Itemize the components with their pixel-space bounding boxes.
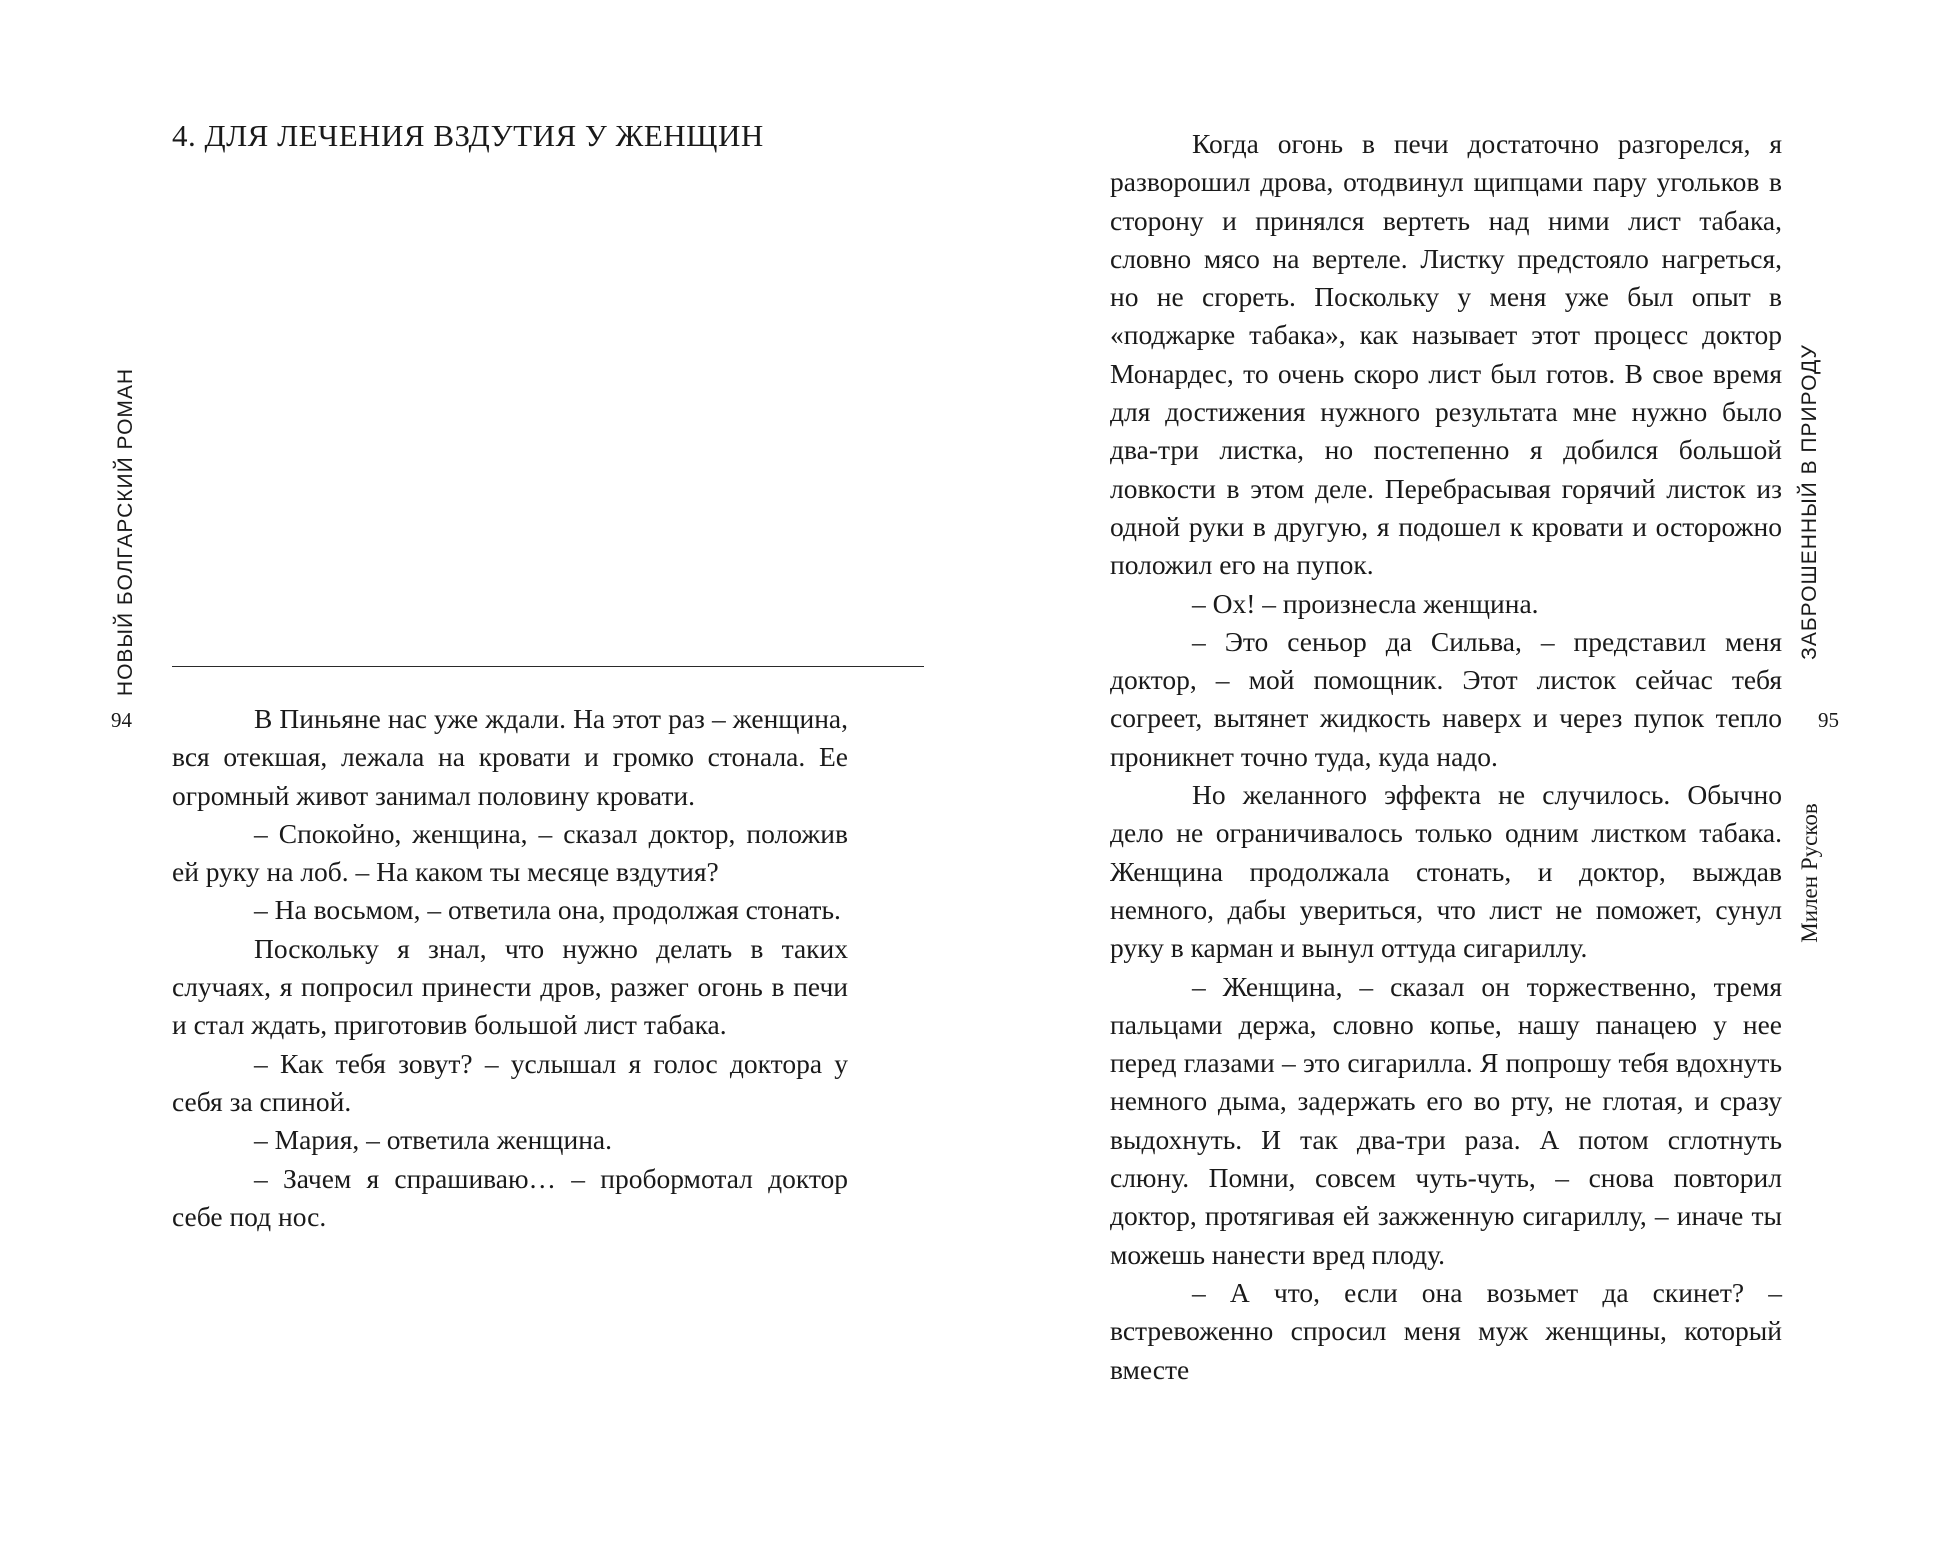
paragraph: – А что, если она возьмет да скинет? – встревоженно спросил меня муж женщины, который вместе	[1110, 1276, 1782, 1385]
paragraph: – Как тебя зовут? – услышал я голос доктора у себя за спиной.	[172, 1047, 848, 1117]
paragraph: Когда огонь в печи достаточно разгорелся, я разворошил дрова, отодвинул щипцами пару угольков в сторону и принялся вертеть над ними лист табака, словно мясо на вертеле. Листку предстояло нагреться, но не сгореть. Поскольку у меня уже был опыт в «поджарке табака», как называет этот процесс доктор Монардес, то очень скоро лист был готов. В свое время для достижения нужного результата мне нужно было два-три листка, но постепенно я добился большой ловкости в этом деле. Перебрасывая горячий листок из одной руки в другую, я подошел к кровати и осторожно положил его на пупок.	[1110, 128, 1782, 581]
right-page-number: 95	[1818, 708, 1839, 732]
paragraph: – Зачем я спрашиваю… – пробормотал доктор себе под нос.	[172, 1162, 848, 1232]
left-running-head: НОВЫЙ БОЛГАРСКИЙ РОМАН	[114, 367, 137, 697]
paragraph: Поскольку я знал, что нужно делать в таких случаях, я попросил принести дров, разжег огонь в печи и стал ждать, приготовив большой лист табака.	[172, 932, 848, 1041]
right-page-text	[1110, 125, 1782, 1389]
paragraph: Но желанного эффекта не случилось. Обычно дело не ограничивалось только одним листком табака. Женщина продолжала стонать, и доктор, выждав немного, дабы увериться, что лист не поможет, сунул руку в карман и вынул оттуда сигариллу.	[1110, 779, 1782, 964]
left-page-number: 94	[111, 708, 132, 732]
right-page	[975, 0, 1951, 1554]
paragraph: – Спокойно, женщина, – сказал доктор, положив ей руку на лоб. – На каком ты месяце вздутия?	[172, 817, 848, 888]
paragraph: В Пиньяне нас уже ждали. На этот раз – женщина, вся отекшая, лежала на кровати и громко стонала. Ее огромный живот занимал половину кровати.	[172, 703, 848, 811]
paragraph: – Это сеньор да Сильва, – представил меня доктор, – мой помощник. Этот листок сейчас тебя согреет, вытянет жидкость наверх и через пупок тепло проникнет точно туда, куда надо.	[1110, 625, 1782, 772]
left-page	[0, 0, 975, 1554]
right-running-head: ЗАБРОШЕННЫЙ В ПРИРОДУ	[1798, 344, 1821, 660]
chapter-divider	[172, 666, 924, 667]
paragraph: – Женщина, – сказал он торжественно, тремя пальцами держа, словно копье, нашу панацею у нее перед глазами – это сигарилла. Я попрошу тебя вдохнуть немного дыма, задержать его во рту, не глотая, и сразу выдохнуть. И так два-три раза. А потом сглотнуть слюну. Помни, совсем чуть-чуть, – снова повторил доктор, протягивая ей зажженную сигариллу, – иначе ты можешь нанести вред плоду.	[1110, 970, 1782, 1270]
paragraph: – Мария, – ответила женщина.	[254, 1124, 612, 1156]
paragraph: – На восьмом, – ответила она, продолжая стонать.	[254, 894, 841, 926]
paragraph: – Ох! – произнесла женщина.	[1192, 587, 1539, 619]
left-page-text	[172, 700, 848, 1236]
chapter-title: 4. ДЛЯ ЛЕЧЕНИЯ ВЗДУТИЯ У ЖЕНЩИН	[172, 118, 764, 153]
author-running-head: Милен Русков	[1797, 803, 1822, 943]
